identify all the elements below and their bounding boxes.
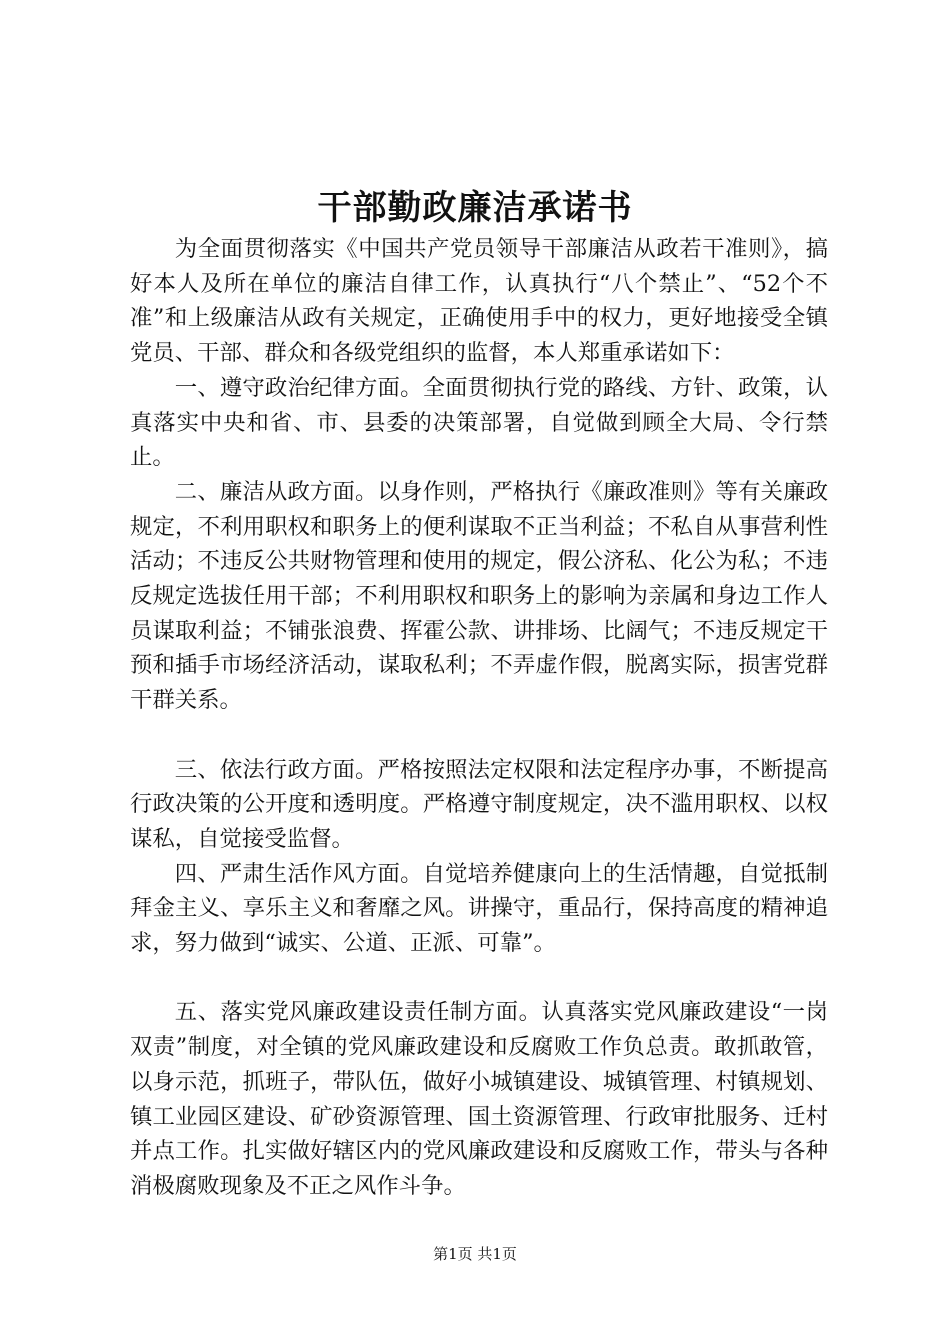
paragraph-clean-governance: 二、廉洁从政方面。以身作则，严格执行《廉政准则》等有关廉政规定，不利用职权和职务上的便利谋取不正当利益；不私自从事营利性活动；不违反公共财物管理和使用的规定，假公济私、化公为私；不违反规定选拔任用干部；不利用职权和职务上的影响为亲属和身边工作人员谋取利益；不铺张浪费、挥霍公款、讲排场、比阔气；不违反规定干预和插手市场经济活动，谋取私利；不弄虚作假，脱离实际，损害党群干群关系。 bbox=[130, 478, 828, 714]
paragraph-political-discipline: 一、遵守政治纪律方面。全面贯彻执行党的路线、方针、政策，认真落实中央和省、市、县委的决策部署，自觉做到顾全大局、令行禁止。 bbox=[130, 374, 828, 471]
paragraph-intro: 为全面贯彻落实《中国共产党员领导干部廉洁从政若干准则》，搞好本人及所在单位的廉洁自律工作，认真执行“八个禁止”、“52个不准”和上级廉洁从政有关规定，正确使用手中的权力，更好地接受全镇党员、干部、群众和各级党组织的监督，本人郑重承诺如下： bbox=[130, 236, 828, 367]
paragraph-responsibility-system: 五、落实党风廉政建设责任制方面。认真落实党风廉政建设“一岗双责”制度，对全镇的党风廉政建设和反腐败工作负总责。敢抓敢管，以身示范，抓班子，带队伍，做好小城镇建设、城镇管理、村镇规划、镇工业园区建设、矿砂资源管理、国土资源管理、行政审批服务、迁村并点工作。扎实做好辖区内的党风廉政建设和反腐败工作，带头与各种消极腐败现象及不正之风作斗争。 bbox=[130, 999, 828, 1199]
paragraph-lawful-administration: 三、依法行政方面。严格按照法定权限和法定程序办事，不断提高行政决策的公开度和透明度。严格遵守制度规定，决不滥用职权、以权谋私，自觉接受监督。 bbox=[130, 756, 828, 852]
document-body bbox=[130, 232, 828, 1204]
document-title: 干部勤政廉洁承诺书 bbox=[317, 188, 633, 228]
paragraph-life-style: 四、严肃生活作风方面。自觉培养健康向上的生活情趣，自觉抵制拜金主义、享乐主义和奢靡之风。讲操守，重品行，保持高度的精神追求，努力做到“诚实、公道、正派、可靠”。 bbox=[130, 860, 828, 957]
page-footer: 第1页 共1页 bbox=[433, 1245, 517, 1263]
